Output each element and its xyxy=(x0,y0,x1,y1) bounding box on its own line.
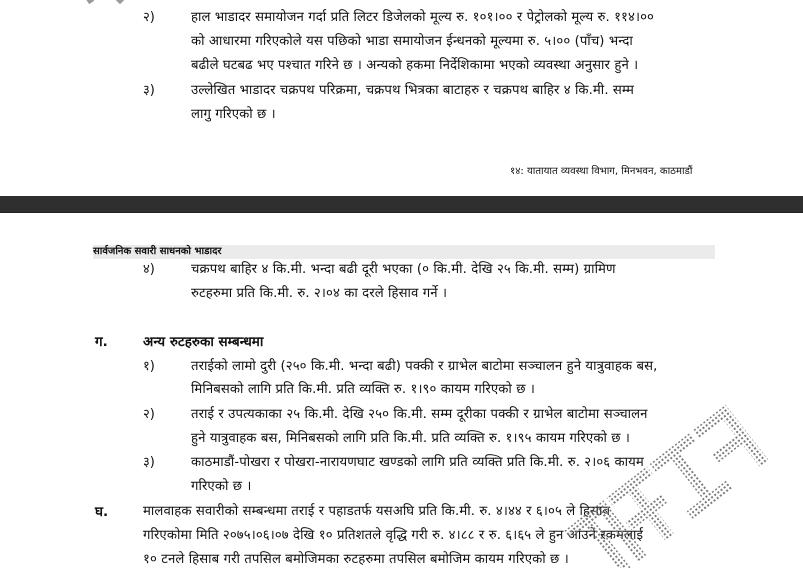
paragraph-line: तराई र उपत्यकाका २५ कि.मी. देखि २५० कि.मी. सम्म दूरीका पक्की र ग्राभेल बाटोमा सञ्चालन xyxy=(191,407,648,422)
paragraph-line: बढीले घटबढ भए पश्चात गरिने छ । अन्यको हकमा निर्देशिकामा भएको व्यवस्था अनुसार हुने । xyxy=(191,58,639,73)
stamp-watermark-top xyxy=(60,0,150,20)
item-number: २) xyxy=(143,10,155,25)
paragraph-line: लागु गरिएको छ । xyxy=(191,107,276,122)
item-number: ३) xyxy=(143,83,155,98)
paragraph-line: मालवाहक सवारीको सम्बन्धमा तराई र पहाडतर्फ यसअघि प्रति कि.मी. रु. ४।४४ र ६।०५ ले हिसाब xyxy=(143,504,611,519)
section-letter: ग. xyxy=(95,334,108,350)
paragraph-line: हाल भाडादर समायोजन गर्दा प्रति लिटर डिजेलको मूल्य रु. १०१।०० र पेट्रोलको मूल्य रु. ११४।०० xyxy=(191,10,654,25)
page-separator xyxy=(0,196,803,212)
paragraph-line: रुटहरुमा प्रति कि.मी. रु. २।०४ का दरले हिसाव गर्ने । xyxy=(191,286,448,301)
section-letter: घ. xyxy=(95,504,109,520)
paragraph-line: मिनिबसको लागि प्रति कि.मी. प्रति व्यक्ति रु. १।९० कायम गरिएको छ । xyxy=(191,382,535,397)
paragraph-line: को आधारमा गरिएकोले यस पछिको भाडा समायोजन ईन्धनको मूल्यमा रु. ५।०० (पाँच) भन्दा xyxy=(191,34,633,49)
document-page-bottom xyxy=(0,212,803,568)
paragraph-line: हुने यात्रुवाहक बस, मिनिबसको लागि प्रति कि.मी. प्रति व्यक्ति रु. १।९५ कायम गरिएको छ । xyxy=(191,431,630,446)
paragraph-line: चक्रपथ बाहिर ४ कि.मी. भन्दा बढी दूरी भएका (० कि.मी. देखि २५ कि.मी. सम्म) ग्रामिण xyxy=(191,262,616,277)
running-header: सार्वजनिक सवारी साधनको भाडादर xyxy=(93,245,715,259)
document-page-top xyxy=(0,0,803,197)
section-heading: अन्य रुटहरुका सम्बन्धमा xyxy=(143,334,264,350)
paragraph-line: काठमाडौं-पोखरा र पोखरा-नारायणघाट खण्डको लागि प्रति व्यक्ति प्रति कि.मी. रु. २।०६ कायम xyxy=(191,455,644,470)
paragraph-line: तराईको लामो दुरी (२५० कि.मी. भन्दा बढी) पक्की र ग्राभेल बाटोमा सञ्चालन हुने यात्रुवाहक बस, xyxy=(191,359,658,374)
stamp-watermark-bottom xyxy=(540,401,770,568)
item-number: ४) xyxy=(143,262,155,277)
page-footer: १४: यातायात व्यवस्था विभाग, मिनभवन, काठमाडौं xyxy=(510,166,693,177)
item-number: १) xyxy=(143,359,155,374)
paragraph-line: उल्लेखित भाडादर चक्रपथ परिक्रमा, चक्रपथ भित्रका बाटाहरु र चक्रपथ बाहिर ४ कि.मी. सम्म xyxy=(191,83,634,98)
paragraph-line: १० टनले हिसाब गरी तपसिल बमोजिमका रुटहरुमा तपसिल बमोजिम कायम गरिएको छ । xyxy=(143,552,569,567)
paragraph-line: गरिएकोमा मिति २०७५।०६।०७ देखि १० प्रतिशतले वृद्धि गरी रु. ४।८८ र रु. ६।६५ ले हुन आउने रकमलाई xyxy=(143,528,644,543)
item-number: ३) xyxy=(143,455,155,470)
item-number: २) xyxy=(143,407,155,422)
paragraph-line: गरिएको छ । xyxy=(191,479,252,494)
